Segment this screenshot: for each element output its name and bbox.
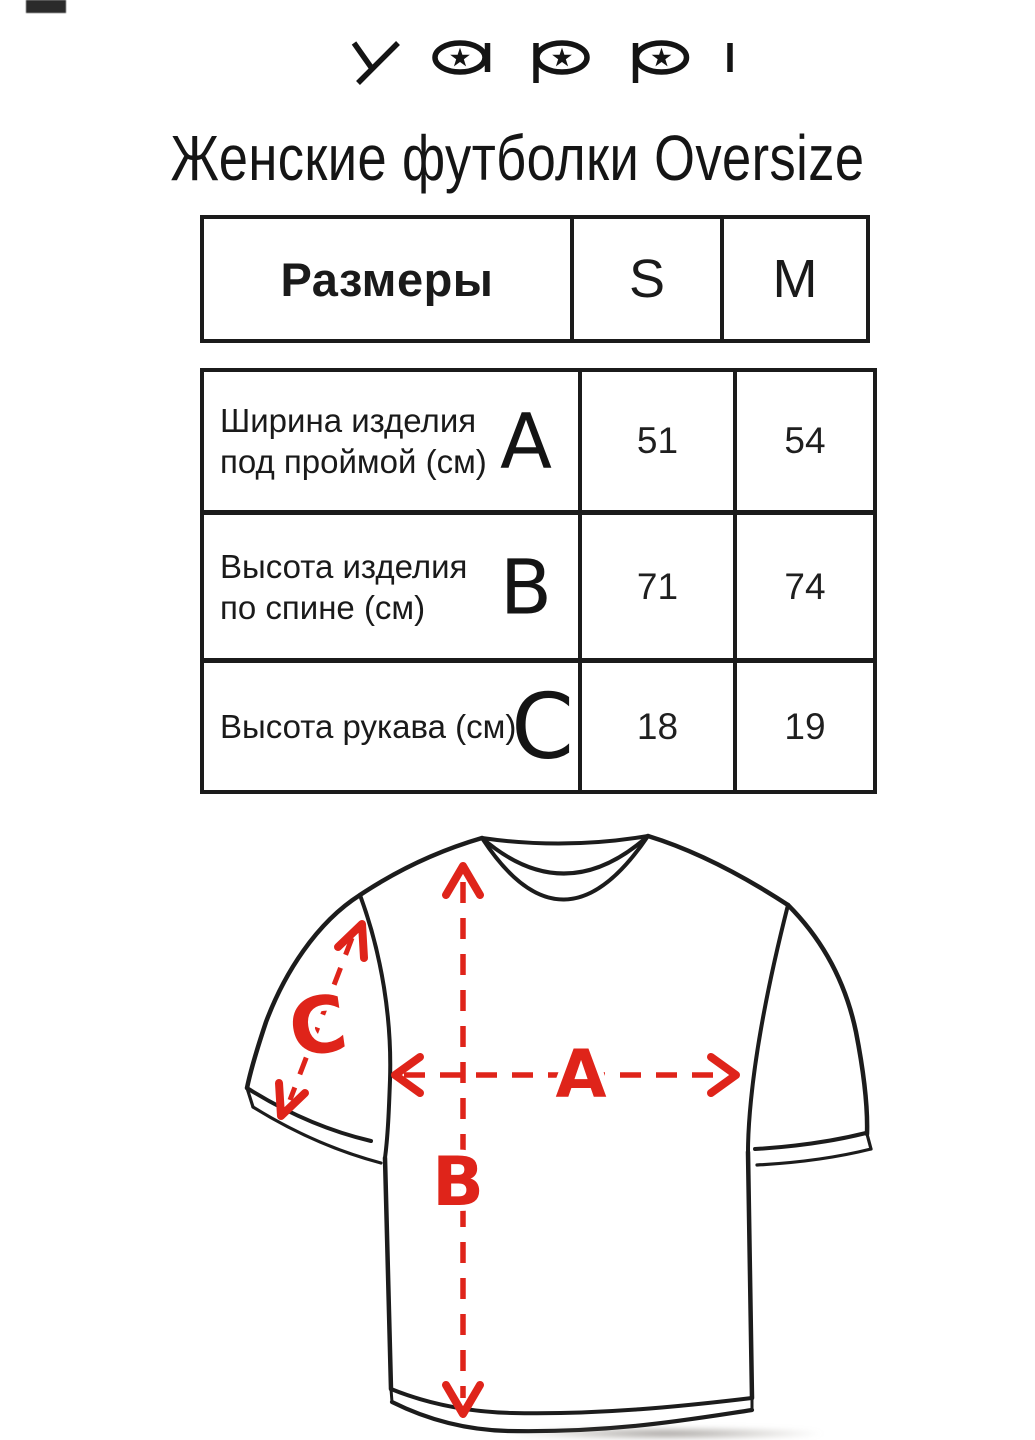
dimension-letter-b: B	[499, 542, 552, 631]
hem-line	[391, 1389, 752, 1413]
diagram-label-b: B	[432, 1143, 484, 1222]
dimension-letter-c: C	[511, 674, 574, 779]
collar-band-bottom	[482, 836, 648, 900]
right-body-line	[748, 1152, 752, 1398]
right-armhole-seam	[748, 905, 788, 1152]
left-body-line	[385, 1158, 391, 1389]
value-width-m: 54	[733, 372, 873, 510]
column-header-s: S	[570, 219, 720, 339]
diagram-label-a: A	[555, 1036, 607, 1113]
dimension-letter-a: A	[500, 396, 552, 486]
diagram-label-c: C	[283, 978, 353, 1076]
measurement-lines	[279, 866, 736, 1414]
measurement-letters	[284, 978, 607, 1222]
column-header-m: M	[720, 219, 866, 339]
value-width-s: 51	[578, 372, 733, 510]
measure-label-line: Высота рукава (см)	[220, 708, 517, 745]
value-height-m: 74	[733, 515, 873, 658]
collar-back-line	[482, 836, 648, 844]
value-height-s: 71	[578, 515, 733, 658]
arrow-right-icon	[711, 1057, 736, 1093]
measure-label-line: Ширина изделия	[220, 402, 477, 439]
sizes-header-label: Размеры	[280, 252, 494, 306]
measure-label-line: по спине (см)	[220, 588, 426, 626]
measure-label-line: под проймой (см)	[220, 443, 487, 480]
value-sleeve-s: 18	[578, 663, 733, 790]
right-sleeve-edge	[788, 905, 867, 1134]
right-shoulder-line	[648, 836, 788, 905]
measure-label-line: Высота изделия	[220, 547, 468, 585]
bottom-edge-artifact	[505, 1427, 825, 1440]
page-title: Женские футболки Oversize	[170, 122, 865, 194]
tshirt-outline	[247, 836, 871, 1431]
right-cuff-line	[755, 1133, 866, 1149]
value-sleeve-m: 19	[733, 663, 873, 790]
